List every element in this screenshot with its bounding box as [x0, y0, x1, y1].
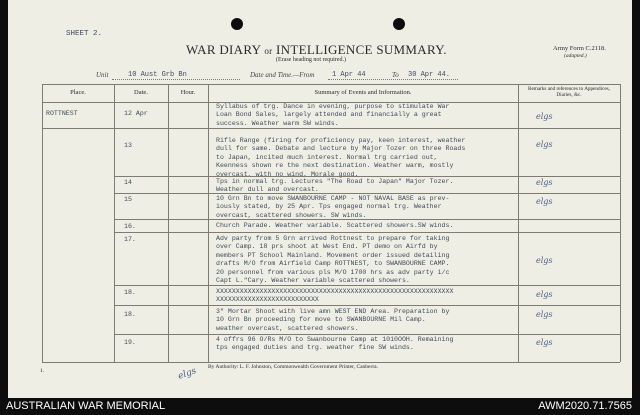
entry-text: Tps in normal trg. Lectures "The Road to Japan" Major Tozer. Weather dull and overcast.: [216, 178, 454, 194]
sheet-number: SHEET 2.: [66, 30, 103, 38]
entry-date: 18.: [124, 311, 136, 318]
entry-initial: elgs: [536, 112, 553, 121]
unit-label: Unit: [96, 71, 109, 79]
col-header-summary: Summary of Events and Information.: [314, 89, 412, 96]
col-header-date: Date.: [134, 89, 148, 96]
entry-text: 10 Grn Bn to move SWANBOURNE CAMP - NOT NAVAL BASE as prev- iously stated, by 25 Apr. Tps engaged normal trg. Weather overcast, scattered showers. SW winds.: [216, 195, 450, 219]
entry-struck-text: XXXXXXXXXXXXXXXXXXXXXXXXXXXXXXXXXXXXXXXXXXXXXXXXXXXXXXXXXXXX XXXXXXXXXXXXXXXXXXXXXXXXXX: [216, 288, 454, 304]
entry-text: 3" Mortar Shoot with live amn WEST END Area. Preparation by 10 Grn Bn proceeding for move to SWANBOURNE Mil Camp. weather overcast, scattered showers.: [216, 308, 450, 332]
entry-initial: elgs: [536, 290, 553, 299]
entry-text: Rifle Range (firing for proficiency pay, keen interest, weather dull for same. Debate and lecture by Major Tozer on three Roads to Japan, incited much interest. Normal trg carried out, Keenness shown re the next destination. Weather warm, mostly overcast, with no wind. Morale good.: [216, 137, 466, 178]
entry-date: 13: [124, 142, 132, 149]
entry-initial: elgs: [536, 178, 553, 187]
entry-text: Church Parade. Weather variable. Scattered showers.SW winds.: [216, 222, 454, 229]
diary-sheet: [8, 0, 632, 398]
entry-text: Syllabus of trg. Dance in evening, purpose to stimulate War Loan Bond Sales, largely attended and financially a great success. Weather warm SW winds.: [216, 103, 450, 127]
date-to: 30 Apr 44.: [408, 71, 451, 79]
unit-value: 10 Aust Grb Bn: [128, 71, 187, 79]
entry-initial: elgs: [536, 140, 553, 149]
table-bottom-rule: [42, 362, 620, 363]
entry-initial: elgs: [536, 256, 553, 265]
entry-text: Adv party from 5 Grn arrived Rottnest to prepare for taking over Camp. 18 prs shoot at West End. PT demo on Airfd by members PT School Mainland. Movement order issued detailing drafts M/O from Airfield Camp ROTTNEST, to SWANBOURNE CAMP. 20 personnel from various pls M/O 1700 hrs as adv party i/c Capt L."Cary. Weather variable scattered showers.: [216, 235, 450, 285]
entry-date: 16.: [124, 223, 136, 230]
entry-date: 15: [124, 196, 132, 203]
archive-footer: [0, 398, 640, 415]
entry-date: 12 Apr: [124, 110, 148, 117]
date-from: 1 Apr 44: [332, 71, 366, 79]
entry-date: 14: [124, 179, 132, 186]
entry-initial: elgs: [536, 197, 553, 206]
printer-note: By Authority: L. F. Johnston, Commonwealth Government Printer, Canberra.: [208, 364, 378, 370]
page-subtitle: (Erase heading not required.): [276, 57, 346, 63]
date-time-label: Date and Time.—From: [250, 71, 315, 79]
entry-date: 18.: [124, 289, 136, 296]
entry-initial: elgs: [536, 310, 553, 319]
punch-hole: [231, 18, 243, 30]
date-to-label: To: [392, 71, 399, 79]
punch-hole: [393, 18, 405, 30]
entry-initial: elgs: [536, 338, 553, 347]
page-title: WAR DIARY or INTELLIGENCE SUMMARY.: [186, 42, 447, 57]
col-header-place: Place.: [70, 89, 86, 96]
entry-date: 17.: [124, 236, 136, 243]
page-number: 1.: [40, 368, 45, 374]
archive-name: AUSTRALIAN WAR MEMORIAL: [6, 400, 166, 412]
entry-date: 19.: [124, 339, 136, 346]
army-form-note: (adapted.): [564, 53, 587, 59]
signature: elgs: [176, 366, 198, 382]
col-header-hour: Hour.: [180, 89, 196, 96]
entry-text: 4 offrs 96 O/Rs M/O to Swanbourne Camp at 1010OOH. Remaining tps engaged duties and trg. weather fine SW winds.: [216, 336, 454, 352]
archive-reference: AWM2020.71.7565: [538, 400, 632, 412]
col-header-remarks: Remarks and references to Appendices, Diaries, &c.: [528, 86, 610, 98]
army-form-label: Army Form C.2118.: [553, 45, 606, 52]
table-top-rule: [42, 84, 620, 85]
entry-place: ROTTNEST: [46, 110, 78, 117]
